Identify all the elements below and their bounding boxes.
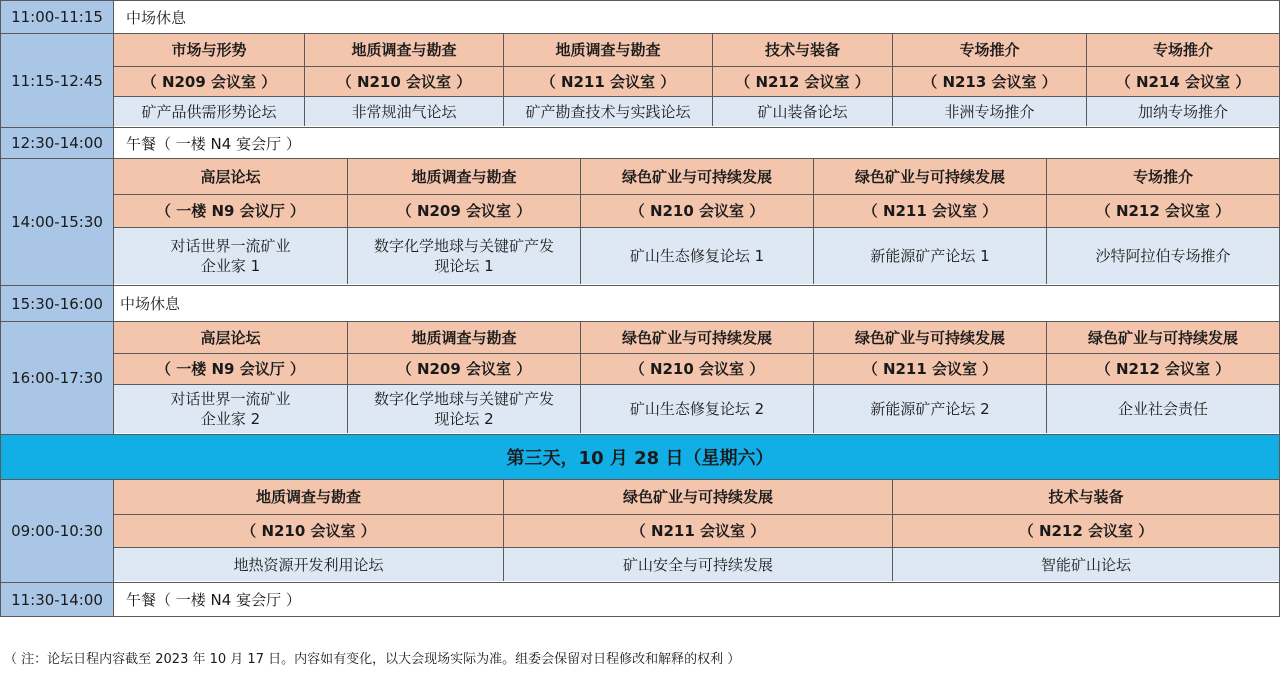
forum-line: 数字化学地球与关键矿产发: [373, 390, 554, 408]
room-cell: （ N210 会议室 ）: [304, 67, 503, 96]
time-slot: 15:30-16:00: [1, 286, 114, 321]
forum-line: 对话世界一流矿业: [170, 390, 291, 408]
category-cell: 绿色矿业与可持续发展: [580, 322, 813, 353]
room-cell: （ N210 会议室 ）: [580, 354, 813, 384]
time-slot: 16:00-17:30: [1, 322, 114, 434]
day-banner: 第三天，10 月 28 日（星期六）: [0, 434, 1280, 479]
forum-cell: 矿产勘查技术与实践论坛: [503, 97, 712, 126]
forum-cell: 智能矿山论坛: [892, 548, 1279, 581]
forum-cell: [114, 385, 347, 433]
room-cell: （ N210 会议室 ）: [114, 515, 503, 547]
forum-line: 对话世界一流矿业: [170, 237, 291, 255]
time-slot: 11:00-11:15: [1, 1, 114, 33]
room-cell: （ N211 会议室 ）: [503, 515, 892, 547]
break-row: [0, 285, 1280, 321]
room-cell: （ N212 会议室 ）: [1046, 195, 1279, 227]
time-slot: 11:15-12:45: [1, 34, 114, 127]
category-cell: 地质调查与勘查: [304, 34, 503, 66]
room-cell: （ N212 会议室 ）: [712, 67, 892, 96]
category-cell: 专场推介: [1046, 159, 1279, 194]
category-cell: 高层论坛: [114, 159, 347, 194]
forum-cell: 矿山装备论坛: [712, 97, 892, 126]
room-cell: （ N211 会议室 ）: [813, 195, 1046, 227]
room-cell: （ N209 会议室 ）: [347, 354, 580, 384]
category-cell: 市场与形势: [114, 34, 304, 66]
time-slot: 12:30-14:00: [1, 128, 114, 158]
category-cell: 高层论坛: [114, 322, 347, 353]
room-cell: （ N213 会议室 ）: [892, 67, 1086, 96]
session-row: [0, 321, 1280, 434]
session-row: [0, 479, 1280, 582]
forum-cell: [114, 228, 347, 284]
forum-cell: 新能源矿产论坛 1: [813, 228, 1046, 284]
room-cell: （ N211 会议室 ）: [503, 67, 712, 96]
room-cell: （ N210 会议室 ）: [580, 195, 813, 227]
break-note: 中场休息: [114, 1, 1279, 33]
category-cell: 绿色矿业与可持续发展: [813, 322, 1046, 353]
forum-cell: 加纳专场推介: [1086, 97, 1279, 126]
forum-cell: 矿产品供需形势论坛: [114, 97, 304, 126]
lunch-note: 午餐（ 一楼 N4 宴会厅 ）: [114, 583, 1279, 616]
forum-cell: 企业社会责任: [1046, 385, 1279, 433]
lunch-row: [0, 582, 1280, 617]
forum-line: 现论坛 1: [434, 257, 494, 275]
forum-cell: 地热资源开发利用论坛: [114, 548, 503, 581]
forum-cell: 矿山生态修复论坛 2: [580, 385, 813, 433]
room-cell: （ N209 会议室 ）: [347, 195, 580, 227]
forum-cell: 非常规油气论坛: [304, 97, 503, 126]
category-cell: 专场推介: [892, 34, 1086, 66]
category-cell: 专场推介: [1086, 34, 1279, 66]
category-cell: 绿色矿业与可持续发展: [580, 159, 813, 194]
category-cell: 地质调查与勘查: [114, 480, 503, 514]
room-cell: （ 一楼 N9 会议厅 ）: [114, 354, 347, 384]
room-cell: （ N209 会议室 ）: [114, 67, 304, 96]
room-cell: （ 一楼 N9 会议厅 ）: [114, 195, 347, 227]
break-note: 中场休息: [114, 286, 1279, 321]
room-cell: （ N212 会议室 ）: [892, 515, 1279, 547]
category-cell: 地质调查与勘查: [347, 322, 580, 353]
room-cell: （ N211 会议室 ）: [813, 354, 1046, 384]
lunch-row: [0, 127, 1280, 158]
category-cell: 技术与装备: [712, 34, 892, 66]
category-cell: 地质调查与勘查: [503, 34, 712, 66]
break-row: [0, 0, 1280, 33]
forum-cell: 矿山安全与可持续发展: [503, 548, 892, 581]
footnote: （ 注：论坛日程内容截至 2023 年 10 月 17 日。内容如有变化，以大会现场实际为准。组委会保留对日程修改和解释的权利 ）: [4, 652, 741, 667]
category-cell: 绿色矿业与可持续发展: [1046, 322, 1279, 353]
lunch-note: 午餐（ 一楼 N4 宴会厅 ）: [114, 128, 1279, 158]
forum-cell: 新能源矿产论坛 2: [813, 385, 1046, 433]
time-slot: 14:00-15:30: [1, 159, 114, 285]
forum-cell: [347, 385, 580, 433]
category-cell: 地质调查与勘查: [347, 159, 580, 194]
forum-cell: 沙特阿拉伯专场推介: [1046, 228, 1279, 284]
forum-line: 现论坛 2: [434, 410, 494, 428]
category-cell: 绿色矿业与可持续发展: [503, 480, 892, 514]
room-cell: （ N214 会议室 ）: [1086, 67, 1279, 96]
session-row: [0, 158, 1280, 285]
room-cell: （ N212 会议室 ）: [1046, 354, 1279, 384]
forum-cell: [347, 228, 580, 284]
time-slot: 09:00-10:30: [1, 480, 114, 582]
forum-line: 数字化学地球与关键矿产发: [373, 237, 554, 255]
forum-line: 企业家 1: [200, 257, 261, 275]
category-cell: 绿色矿业与可持续发展: [813, 159, 1046, 194]
category-cell: 技术与装备: [892, 480, 1279, 514]
time-slot: 11:30-14:00: [1, 583, 114, 616]
session-row: [0, 33, 1280, 127]
forum-line: 企业家 2: [200, 410, 261, 428]
forum-cell: 矿山生态修复论坛 1: [580, 228, 813, 284]
forum-cell: 非洲专场推介: [892, 97, 1086, 126]
